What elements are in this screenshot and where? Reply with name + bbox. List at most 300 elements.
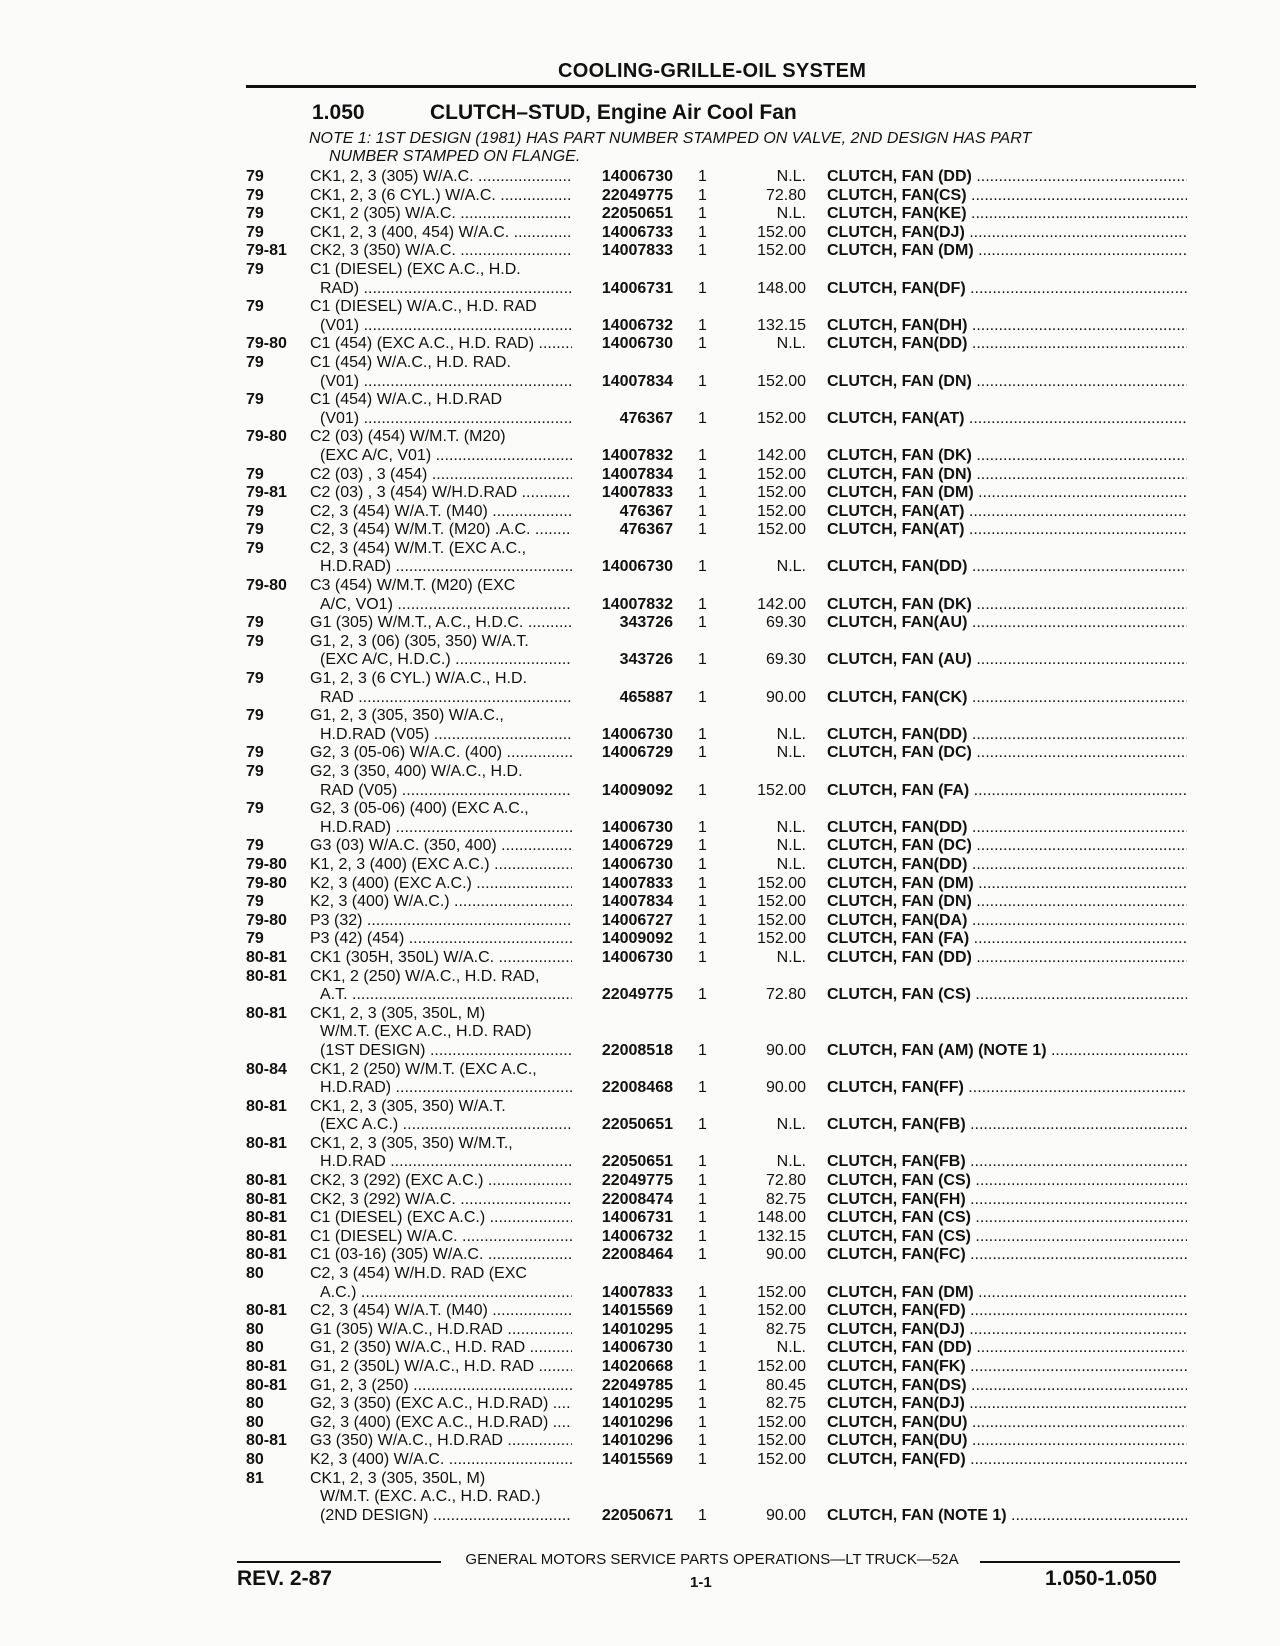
part-number-cell: 22049775 (601, 1172, 673, 1190)
list-item (0, 558, 1280, 577)
quantity-cell: 1 (698, 1227, 707, 1245)
part-name-cell: CLUTCH, FAN (DD) ..... (827, 949, 1187, 968)
list-item (0, 1116, 1280, 1135)
year-cell: 80 (246, 1320, 264, 1338)
price-cell: 90.00 (765, 688, 806, 706)
quantity-cell: 1 (698, 725, 707, 743)
description-cell: (2ND DESIGN) ..... (320, 1507, 572, 1526)
part-number-cell: 14010295 (601, 1395, 673, 1413)
part-name-cell: CLUTCH, FAN(DD) ..... (827, 856, 1187, 875)
quantity-cell: 1 (698, 205, 707, 223)
part-name-cell: CLUTCH, FAN (DN) ..... (827, 893, 1187, 912)
year-cell: 80 (246, 1339, 264, 1357)
list-item (0, 651, 1280, 670)
description-cell: C1 (DIESEL) W/A.C. ..... (310, 1228, 572, 1247)
list-item (0, 1191, 1280, 1210)
description-cell: G2, 3 (400) (EXC A.C., H.D.RAD) ..... (310, 1414, 572, 1433)
description-cell: G2, 3 (05-06) (400) (EXC A.C., (310, 800, 529, 818)
year-cell: 79 (246, 186, 264, 204)
year-cell: 80 (246, 1395, 264, 1413)
list-item (0, 1042, 1280, 1061)
description-cell: CK1, 2, 3 (305, 350) W/A.T. (310, 1097, 506, 1115)
price-cell: N.L. (776, 855, 806, 873)
quantity-cell: 1 (698, 1506, 707, 1524)
part-name-cell: CLUTCH, FAN (DM) ..... (827, 875, 1187, 894)
year-cell: 80-81 (246, 1004, 287, 1022)
description-cell: C2 (03) , 3 (454) W/H.D.RAD ..... (310, 484, 572, 503)
list-item (0, 205, 1280, 224)
quantity-cell: 1 (698, 930, 707, 948)
description-cell: (V01) ..... (320, 373, 572, 392)
list-item (0, 242, 1280, 261)
quantity-cell: 1 (698, 558, 707, 576)
description-cell: H.D.RAD) ..... (320, 819, 572, 838)
list-item (0, 1005, 1280, 1024)
year-cell: 79 (246, 502, 264, 520)
description-cell: (EXC A/C, V01) ..... (320, 447, 572, 466)
part-number-cell: 14006730 (601, 335, 673, 353)
part-number-cell: 22050671 (601, 1506, 673, 1524)
price-cell: 152.00 (757, 372, 806, 390)
part-number-cell: 343726 (619, 614, 673, 632)
description-cell: G3 (03) W/A.C. (350, 400) ..... (310, 837, 572, 856)
year-cell: 79 (246, 465, 264, 483)
part-name-cell: CLUTCH, FAN(DD) ..... (827, 726, 1187, 745)
quantity-cell: 1 (698, 688, 707, 706)
price-cell: 152.00 (757, 1302, 806, 1320)
price-cell: 142.00 (757, 446, 806, 464)
description-cell: (V01) ..... (320, 317, 572, 336)
part-name-cell: CLUTCH, FAN (AM) (NOTE 1) ..... (827, 1042, 1187, 1061)
year-cell: 79 (246, 298, 264, 316)
price-cell: 90.00 (765, 1079, 806, 1097)
description-cell: (V01) ..... (320, 410, 572, 429)
year-cell: 80 (246, 1450, 264, 1468)
year-cell: 80-81 (246, 948, 287, 966)
list-item (0, 1209, 1280, 1228)
part-number-cell: 14006730 (601, 558, 673, 576)
list-item (0, 373, 1280, 392)
note-line-2: NUMBER STAMPED ON FLANGE. (329, 148, 581, 165)
part-number-cell: 14007832 (601, 446, 673, 464)
list-item (0, 1451, 1280, 1470)
year-cell: 79 (246, 837, 264, 855)
price-cell: 132.15 (757, 316, 806, 334)
price-cell: 148.00 (757, 279, 806, 297)
quantity-cell: 1 (698, 242, 707, 260)
description-cell: C1 (03-16) (305) W/A.C. ..... (310, 1246, 572, 1265)
list-item (0, 837, 1280, 856)
quantity-cell: 1 (698, 1153, 707, 1171)
year-cell: 79-81 (246, 484, 287, 502)
quantity-cell: 1 (698, 372, 707, 390)
price-cell: 152.00 (757, 1432, 806, 1450)
description-cell: A.C.) ..... (320, 1284, 572, 1303)
description-cell: CK1, 2, 3 (305, 350L, M) (310, 1469, 486, 1487)
part-number-cell: 14007833 (601, 242, 673, 260)
description-cell: W/M.T. (EXC. A.C., H.D. RAD.) (320, 1488, 541, 1506)
price-cell: 72.80 (765, 186, 806, 204)
price-cell: 148.00 (757, 1209, 806, 1227)
list-item (0, 354, 1280, 373)
quantity-cell: 1 (698, 1395, 707, 1413)
year-cell: 79-80 (246, 874, 287, 892)
price-cell: 152.00 (757, 484, 806, 502)
description-cell: C1 (454) W/A.C., H.D. RAD. (310, 353, 511, 371)
price-cell: 132.15 (757, 1227, 806, 1245)
description-cell: C2, 3 (454) W/H.D. RAD (EXC (310, 1265, 527, 1283)
price-cell: N.L. (776, 837, 806, 855)
year-cell: 80-81 (246, 1376, 287, 1394)
description-cell: K2, 3 (400) W/A.C.) ..... (310, 893, 572, 912)
part-number-cell: 22049775 (601, 186, 673, 204)
footer-publisher: GENERAL MOTORS SERVICE PARTS OPERATIONS—LT TRUCK—52A (465, 1551, 959, 1568)
part-number-cell: 14020668 (601, 1358, 673, 1375)
description-cell: C2, 3 (454) W/M.T. (M20) .A.C. ..... (310, 521, 572, 540)
price-cell: N.L. (776, 1116, 806, 1134)
list-item (0, 428, 1280, 447)
part-number-cell: 14015569 (601, 1450, 673, 1468)
year-cell: 80-81 (246, 1432, 287, 1450)
year-cell: 80-81 (246, 1134, 287, 1152)
part-name-cell: CLUTCH, FAN(DH) ..... (827, 317, 1187, 336)
list-item (0, 1265, 1280, 1284)
part-number-cell: 22049785 (601, 1376, 673, 1394)
section-range: 1.050-1.050 (1045, 1567, 1158, 1590)
part-number-cell: 14007834 (601, 893, 673, 911)
quantity-cell: 1 (698, 1283, 707, 1301)
year-cell: 79-80 (246, 577, 287, 595)
section-heading (312, 101, 797, 125)
list-item (0, 1321, 1280, 1340)
quantity-cell: 1 (698, 502, 707, 520)
part-number-cell: 14007833 (601, 874, 673, 892)
part-name-cell: CLUTCH, FAN (DN) ..... (827, 373, 1187, 392)
price-cell: N.L. (776, 205, 806, 223)
description-cell: P3 (42) (454) ..... (310, 930, 572, 949)
part-name-cell: CLUTCH, FAN (AU) ..... (827, 651, 1187, 670)
year-cell: 79 (246, 763, 264, 780)
list-item (0, 1488, 1280, 1507)
description-cell: H.D.RAD) ..... (320, 558, 572, 577)
part-name-cell: CLUTCH, FAN(DD) ..... (827, 819, 1187, 838)
year-cell: 79-80 (246, 335, 287, 353)
list-item (0, 930, 1280, 949)
price-cell: 82.75 (765, 1320, 806, 1338)
description-cell: CK1, 2 (250) W/A.C., H.D. RAD, (310, 967, 540, 985)
part-number-cell: 22049775 (601, 986, 673, 1004)
list-item (0, 1061, 1280, 1080)
price-cell: 152.00 (757, 502, 806, 520)
year-cell: 79 (246, 391, 264, 409)
quantity-cell: 1 (698, 651, 707, 669)
list-item (0, 1228, 1280, 1247)
part-number-cell: 22050651 (601, 205, 673, 223)
year-cell: 79 (246, 930, 264, 948)
description-cell: C2, 3 (454) W/A.T. (M40) ..... (310, 503, 572, 522)
part-name-cell: CLUTCH, FAN(DD) ..... (827, 558, 1187, 577)
part-name-cell: CLUTCH, FAN (DM) ..... (827, 484, 1187, 503)
part-name-cell: CLUTCH, FAN (DM) ..... (827, 242, 1187, 261)
list-item (0, 224, 1280, 243)
part-name-cell: CLUTCH, FAN(FB) ..... (827, 1153, 1187, 1172)
year-cell: 79 (246, 168, 264, 185)
price-cell: 152.00 (757, 893, 806, 911)
quantity-cell: 1 (698, 335, 707, 353)
part-number-cell: 14006730 (601, 948, 673, 966)
list-item (0, 633, 1280, 652)
price-cell: 90.00 (765, 1041, 806, 1059)
part-number-cell: 14006731 (601, 1209, 673, 1227)
part-name-cell: CLUTCH, FAN(KE) ..... (827, 205, 1187, 224)
description-cell: G1, 2, 3 (250) ..... (310, 1377, 572, 1396)
part-number-cell: 14006730 (601, 1339, 673, 1357)
part-name-cell: CLUTCH, FAN(DJ) ..... (827, 224, 1187, 243)
part-name-cell: CLUTCH, FAN(AT) ..... (827, 503, 1187, 522)
list-item (0, 670, 1280, 689)
year-cell: 81 (246, 1469, 264, 1487)
part-name-cell: CLUTCH, FAN(DS) ..... (827, 1377, 1187, 1396)
year-cell: 79 (246, 205, 264, 223)
part-number-cell: 14015569 (601, 1302, 673, 1320)
list-item (0, 1153, 1280, 1172)
part-name-cell: CLUTCH, FAN (DK) ..... (827, 447, 1187, 466)
part-name-cell: CLUTCH, FAN(DJ) ..... (827, 1395, 1187, 1414)
description-cell: (1ST DESIGN) ..... (320, 1042, 572, 1061)
quantity-cell: 1 (698, 1320, 707, 1338)
footer-rule-right (980, 1561, 1180, 1563)
year-cell: 80-81 (246, 1172, 287, 1190)
description-cell: C1 (DIESEL) W/A.C., H.D. RAD (310, 298, 537, 316)
quantity-cell: 1 (698, 911, 707, 929)
year-cell: 80-81 (246, 1246, 287, 1264)
price-cell: 69.30 (765, 651, 806, 669)
description-cell: G1, 2 (350L) W/A.C., H.D. RAD ..... (310, 1358, 572, 1377)
year-cell: 80 (246, 1265, 264, 1283)
part-name-cell: CLUTCH, FAN (FA) ..... (827, 782, 1187, 801)
quantity-cell: 1 (698, 948, 707, 966)
description-cell: G1, 2 (350) W/A.C., H.D. RAD ..... (310, 1339, 572, 1358)
list-item (0, 1432, 1280, 1451)
description-cell: H.D.RAD) ..... (320, 1079, 572, 1098)
part-name-cell: CLUTCH, FAN(AT) ..... (827, 410, 1187, 429)
part-name-cell: CLUTCH, FAN (DD) ..... (827, 168, 1187, 187)
year-cell: 79 (246, 539, 264, 557)
year-cell: 80-81 (246, 1302, 287, 1320)
part-name-cell: CLUTCH, FAN(DF) ..... (827, 280, 1187, 299)
year-cell: 80-81 (246, 1358, 287, 1375)
description-cell: (EXC A/C, H.D.C.) ..... (320, 651, 572, 670)
price-cell: N.L. (776, 1339, 806, 1357)
part-name-cell: CLUTCH, FAN(FD) ..... (827, 1451, 1187, 1470)
quantity-cell: 1 (698, 614, 707, 632)
quantity-cell: 1 (698, 316, 707, 334)
list-item (0, 986, 1280, 1005)
list-item (0, 875, 1280, 894)
price-cell: 152.00 (757, 911, 806, 929)
year-cell: 79-80 (246, 428, 287, 446)
list-item (0, 1302, 1280, 1321)
list-item (0, 968, 1280, 987)
list-item (0, 261, 1280, 280)
quantity-cell: 1 (698, 1209, 707, 1227)
description-cell: C1 (DIESEL) (EXC A.C., H.D. (310, 260, 521, 278)
part-name-cell: CLUTCH, FAN(FK) ..... (827, 1358, 1187, 1377)
part-number-cell: 14006727 (601, 911, 673, 929)
price-cell: 72.80 (765, 1172, 806, 1190)
list-item (0, 856, 1280, 875)
part-number-cell: 22008518 (601, 1041, 673, 1059)
quantity-cell: 1 (698, 855, 707, 873)
part-number-cell: 14006729 (601, 837, 673, 855)
quantity-cell: 1 (698, 595, 707, 613)
list-item (0, 317, 1280, 336)
list-item (0, 577, 1280, 596)
quantity-cell: 1 (698, 1116, 707, 1134)
part-name-cell: CLUTCH, FAN (DK) ..... (827, 596, 1187, 615)
quantity-cell: 1 (698, 446, 707, 464)
part-number-cell: 22008468 (601, 1079, 673, 1097)
part-name-cell: CLUTCH, FAN(FF) ..... (827, 1079, 1187, 1098)
list-item (0, 1414, 1280, 1433)
description-cell: G1, 2, 3 (6 CYL.) W/A.C., H.D. (310, 670, 527, 688)
price-cell: 80.45 (765, 1376, 806, 1394)
quantity-cell: 1 (698, 1190, 707, 1208)
part-number-cell: 14006732 (601, 1227, 673, 1245)
description-cell: G1, 2, 3 (305, 350) W/A.C., (310, 707, 504, 725)
note (309, 130, 1169, 166)
quantity-cell: 1 (698, 893, 707, 911)
quantity-cell: 1 (698, 1339, 707, 1357)
description-cell: W/M.T. (EXC A.C., H.D. RAD) (320, 1023, 532, 1041)
quantity-cell: 1 (698, 186, 707, 204)
part-name-cell: CLUTCH, FAN(FH) ..... (827, 1191, 1187, 1210)
part-name-cell: CLUTCH, FAN(CS) ..... (827, 187, 1187, 206)
list-item (0, 447, 1280, 466)
section-number: 1.050 (312, 101, 365, 124)
list-item (0, 726, 1280, 745)
list-item (0, 596, 1280, 615)
part-number-cell: 14010295 (601, 1320, 673, 1338)
year-cell: 79 (246, 893, 264, 911)
price-cell: 72.80 (765, 986, 806, 1004)
description-cell: (EXC A.C.) ..... (320, 1116, 572, 1135)
description-cell: C1 (DIESEL) (EXC A.C.) ..... (310, 1209, 572, 1228)
list-item (0, 280, 1280, 299)
part-name-cell: CLUTCH, FAN(DA) ..... (827, 912, 1187, 931)
year-cell: 79 (246, 260, 264, 278)
description-cell: CK1, 2, 3 (305, 350L, M) (310, 1004, 486, 1022)
part-name-cell: CLUTCH, FAN(FC) ..... (827, 1246, 1187, 1265)
part-number-cell: 22008474 (601, 1190, 673, 1208)
quantity-cell: 1 (698, 818, 707, 836)
part-name-cell: CLUTCH, FAN (DN) ..... (827, 466, 1187, 485)
description-cell: CK2, 3 (292) (EXC A.C.) ..... (310, 1172, 572, 1191)
description-cell: H.D.RAD (V05) ..... (320, 726, 572, 745)
list-item (0, 800, 1280, 819)
page-number: 1-1 (690, 1574, 712, 1591)
part-number-cell: 476367 (619, 502, 673, 520)
list-item (0, 187, 1280, 206)
price-cell: N.L. (776, 168, 806, 185)
price-cell: 152.00 (757, 242, 806, 260)
list-item (0, 521, 1280, 540)
list-item (0, 763, 1280, 782)
price-cell: N.L. (776, 335, 806, 353)
description-cell: CK1, 2 (250) W/M.T. (EXC A.C., (310, 1060, 537, 1078)
year-cell: 79 (246, 223, 264, 241)
quantity-cell: 1 (698, 1079, 707, 1097)
part-number-cell: 14006729 (601, 744, 673, 762)
part-name-cell: CLUTCH, FAN(DU) ..... (827, 1432, 1187, 1451)
description-cell: CK1 (305H, 350L) W/A.C. ..... (310, 949, 572, 968)
list-item (0, 1284, 1280, 1303)
quantity-cell: 1 (698, 1358, 707, 1375)
part-number-cell: 14006730 (601, 725, 673, 743)
quantity-cell: 1 (698, 409, 707, 427)
description-cell: G1, 2, 3 (06) (305, 350) W/A.T. (310, 632, 529, 650)
description-cell: C2 (03) (454) W/M.T. (M20) (310, 428, 506, 446)
year-cell: 79-81 (246, 242, 287, 260)
list-item (0, 1079, 1280, 1098)
section-title: CLUTCH–STUD, Engine Air Cool Fan (430, 101, 797, 124)
quantity-cell: 1 (698, 837, 707, 855)
quantity-cell: 1 (698, 781, 707, 799)
description-cell: G2, 3 (350, 400) W/A.C., H.D. (310, 763, 523, 780)
quantity-cell: 1 (698, 1302, 707, 1320)
price-cell: N.L. (776, 1153, 806, 1171)
quantity-cell: 1 (698, 1432, 707, 1450)
list-item (0, 391, 1280, 410)
part-number-cell: 14009092 (601, 781, 673, 799)
quantity-cell: 1 (698, 223, 707, 241)
part-number-cell: 14006730 (601, 168, 673, 185)
footer-rule-left (237, 1561, 441, 1563)
note-line-1: NOTE 1: 1ST DESIGN (1981) HAS PART NUMBER STAMPED ON VALVE, 2ND DESIGN HAS PART (309, 130, 1032, 147)
description-cell: G2, 3 (05-06) W/A.C. (400) ..... (310, 744, 572, 763)
description-cell: G1 (305) W/A.C., H.D.RAD ..... (310, 1321, 572, 1340)
list-item (0, 503, 1280, 522)
year-cell: 80-81 (246, 967, 287, 985)
year-cell: 80-81 (246, 1209, 287, 1227)
price-cell: N.L. (776, 725, 806, 743)
part-name-cell: CLUTCH, FAN (DC) ..... (827, 837, 1187, 856)
part-number-cell: 22050651 (601, 1153, 673, 1171)
quantity-cell: 1 (698, 465, 707, 483)
part-name-cell: CLUTCH, FAN (DM) ..... (827, 1284, 1187, 1303)
description-cell: K1, 2, 3 (400) (EXC A.C.) ..... (310, 856, 572, 875)
description-cell: CK2, 3 (292) W/A.C. ..... (310, 1191, 572, 1210)
part-number-cell: 14007834 (601, 465, 673, 483)
description-cell: G1 (305) W/M.T., A.C., H.D.C. ..... (310, 614, 572, 633)
part-name-cell: CLUTCH, FAN (DC) ..... (827, 744, 1187, 763)
part-number-cell: 14007832 (601, 595, 673, 613)
description-cell: A/C, VO1) ..... (320, 596, 572, 615)
year-cell: 79 (246, 744, 264, 762)
part-number-cell: 14007833 (601, 1283, 673, 1301)
part-name-cell: CLUTCH, FAN(DU) ..... (827, 1414, 1187, 1433)
description-cell: K2, 3 (400) W/A.C. ..... (310, 1451, 572, 1470)
list-item (0, 1395, 1280, 1414)
quantity-cell: 1 (698, 1450, 707, 1468)
list-item (0, 782, 1280, 801)
part-number-cell: 14006730 (601, 818, 673, 836)
list-item (0, 1358, 1280, 1377)
part-number-cell: 14007834 (601, 372, 673, 390)
list-item (0, 744, 1280, 763)
quantity-cell: 1 (698, 1172, 707, 1190)
list-item (0, 1098, 1280, 1117)
